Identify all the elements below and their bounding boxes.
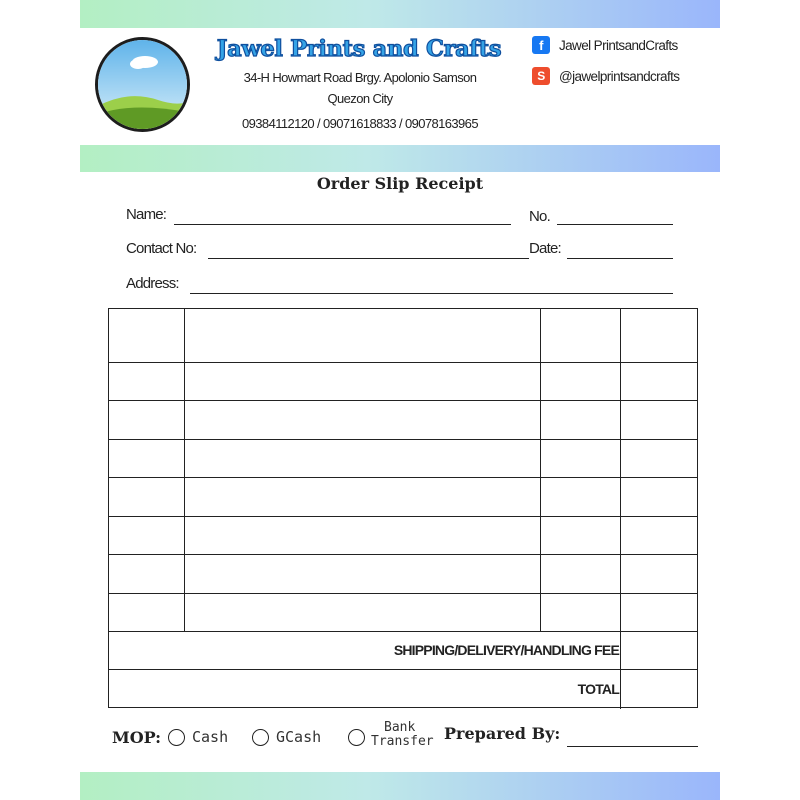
landscape-logo-icon [98, 40, 187, 129]
phone-numbers: 09384112120 / 09071618833 / 09078163965 [242, 116, 478, 131]
contact-field[interactable] [208, 258, 529, 259]
row-divider [109, 400, 697, 401]
bottom-gradient-band [80, 772, 720, 800]
cash-radio[interactable] [168, 729, 185, 746]
shopee-handle: @jawelprintsandcrafts [559, 68, 680, 84]
date-field[interactable] [567, 258, 673, 259]
form-title: Order Slip Receipt [316, 174, 484, 193]
address-line-2: Quezon City [327, 91, 393, 106]
shipping-fee-label: SHIPPING/DELIVERY/HANDLING FEE [393, 642, 619, 658]
bank-transfer-radio[interactable] [348, 729, 365, 746]
gcash-radio[interactable] [252, 729, 269, 746]
transfer-option-label: Transfer [371, 734, 434, 749]
brand-name: Jawel Prints and Crafts [216, 36, 502, 62]
gcash-option-label: GCash [276, 728, 322, 746]
row-divider [109, 593, 697, 594]
facebook-link[interactable] [532, 36, 678, 54]
total-label: TOTAL [577, 681, 619, 697]
prepared-by-field[interactable] [567, 746, 698, 747]
row-divider [109, 669, 697, 670]
mop-label: MOP: [112, 728, 162, 747]
shopee-bag-icon: S [532, 67, 550, 85]
address-field[interactable] [190, 293, 673, 294]
column-divider [184, 309, 185, 632]
column-divider [540, 309, 541, 632]
order-table [108, 308, 698, 708]
column-divider [620, 309, 621, 709]
number-label: No. [529, 208, 550, 225]
order-slip-page [80, 0, 720, 800]
bank-option-label: Bank [384, 720, 416, 735]
facebook-handle: Jawel PrintsandCrafts [559, 37, 678, 53]
row-divider [109, 554, 697, 555]
row-divider [109, 516, 697, 517]
top-gradient-band [80, 0, 720, 28]
address-label: Address: [126, 275, 179, 292]
contact-label: Contact No: [126, 240, 197, 257]
row-divider [109, 631, 697, 632]
address-line-1: 34-H Howmart Road Brgy. Apolonio Samson [243, 70, 477, 85]
date-label: Date: [529, 240, 561, 257]
number-field[interactable] [557, 224, 673, 225]
name-field[interactable] [174, 224, 511, 225]
shopee-link[interactable] [532, 67, 679, 85]
facebook-icon: f [532, 36, 550, 54]
row-divider [109, 477, 697, 478]
prepared-by-label: Prepared By: [444, 724, 561, 743]
cash-option-label: Cash [192, 728, 229, 746]
row-divider [109, 439, 697, 440]
logo [95, 37, 190, 132]
name-label: Name: [126, 206, 167, 223]
middle-gradient-band [80, 145, 720, 172]
row-divider [109, 362, 697, 363]
